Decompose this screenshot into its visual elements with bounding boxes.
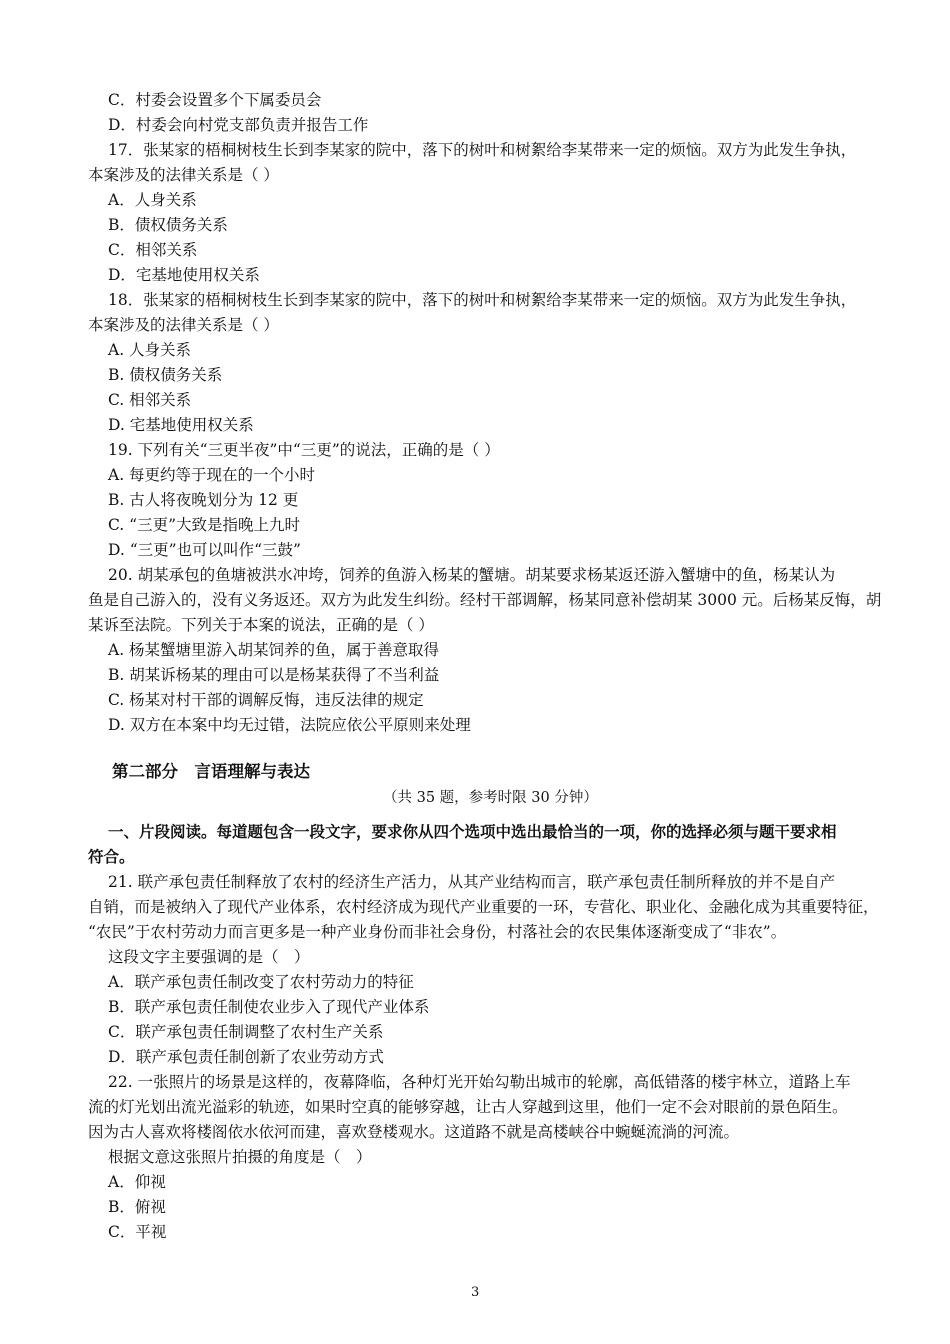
text-line: C．联产承包责任制调整了农村生产关系 — [108, 1023, 384, 1041]
text-line: C. “三更”大致是指晚上九时 — [108, 516, 301, 534]
text-line: 21. 联产承包责任制释放了农村的经济生产活力，从其产业结构而言，联产承包责任制所释放的并不是自产 — [108, 873, 836, 891]
text-line: A. 每更约等于现在的一个小时 — [108, 466, 316, 484]
text-line: A. 人身关系 — [108, 341, 192, 359]
text-line: B．俯视 — [108, 1198, 166, 1216]
text-line: A．人身关系 — [108, 191, 197, 209]
text-line: 22. 一张照片的场景是这样的，夜幕降临，各种灯光开始勾勒出城市的轮廓，高低错落的楼宇林立，道路上车 — [108, 1073, 851, 1091]
text-line: 19. 下列有关“三更半夜”中“三更”的说法，正确的是（ ） — [108, 441, 500, 459]
text-line: 自销，而是被纳入了现代产业体系，农村经济成为现代产业重要的一环，专营化、职业化、金融化成为其重要特征， — [88, 898, 879, 916]
text-line: （共 35 题，参考时限 30 分钟） — [383, 790, 598, 806]
text-line: 流的灯光划出流光溢彩的轨迹，如果时空真的能够穿越，让古人穿越到这里，他们一定不会对眼前的景色陌生。 — [88, 1098, 848, 1116]
text-line: C．平视 — [108, 1223, 167, 1241]
text-line: 根据文意这张照片拍摄的角度是（ ） — [108, 1148, 372, 1166]
text-line: 这段文字主要强调的是（ ） — [108, 948, 310, 966]
text-line: A．联产承包责任制改变了农村劳动力的特征 — [108, 973, 414, 991]
text-line: B. 古人将夜晚划分为 12 更 — [108, 491, 299, 509]
text-line: D．宅基地使用权关系 — [108, 266, 260, 284]
text-line: D. “三更”也可以叫作“三鼓” — [108, 541, 301, 559]
text-line: 本案涉及的法律关系是（ ） — [88, 166, 279, 184]
text-line: “农民”于农村劳动力而言更多是一种产业身份而非社会身份，村落社会的农民集体逐渐变成了“非农”。 — [88, 923, 787, 941]
text-line: A．仰视 — [108, 1173, 166, 1191]
page-number: 3 — [471, 1285, 480, 1300]
text-line: 18．张某家的梧桐树枝生长到李某家的院中，落下的树叶和树絮给李某带来一定的烦恼。双方为此发生争执， — [108, 291, 857, 309]
text-line: 因为古人喜欢将楼阁依水依河而建，喜欢登楼观水。这道路不就是高楼峡谷中蜿蜒流淌的河流。 — [88, 1123, 740, 1141]
text-line: 鱼是自己游入的，没有义务返还。双方为此发生纠纷。经村干部调解，杨某同意补偿胡某 3000 元。后杨某反悔，胡 — [88, 591, 882, 609]
text-line: B. 债权债务关系 — [108, 366, 223, 384]
text-line: B. 胡某诉杨某的理由可以是杨某获得了不当利益 — [108, 666, 440, 684]
text-line: 符合。 — [88, 847, 135, 866]
text-line: D. 双方在本案中均无过错，法院应依公平原则来处理 — [108, 716, 471, 734]
text-line: C．村委会设置多个下属委员会 — [108, 91, 322, 109]
text-line: D．村委会向村党支部负责并报告工作 — [108, 116, 369, 134]
text-line: D．联产承包责任制创新了农业劳动方式 — [108, 1048, 384, 1066]
text-line: C. 杨某对村干部的调解反悔，违反法律的规定 — [108, 691, 424, 709]
text-line: 一、片段阅读。每道题包含一段文字，要求你从四个选项中选出最恰当的一项，你的选择必须与题干要求相 — [108, 822, 837, 841]
text-line: 某诉至法院。下列关于本案的说法，正确的是（ ） — [88, 616, 434, 634]
text-line: C. 相邻关系 — [108, 391, 192, 409]
text-line: 第二部分 言语理解与表达 — [112, 762, 310, 781]
text-line: 20. 胡某承包的鱼塘被洪水冲垮，饲养的鱼游入杨某的蟹塘。胡某要求杨某返还游入蟹塘中的鱼，杨某认为 — [108, 566, 836, 584]
text-line: A. 杨某蟹塘里游入胡某饲养的鱼，属于善意取得 — [108, 641, 440, 659]
text-line: C．相邻关系 — [108, 241, 198, 259]
text-line: 本案涉及的法律关系是（ ） — [88, 316, 279, 334]
text-line: B．联产承包责任制使农业步入了现代产业体系 — [108, 998, 430, 1016]
text-line: 17．张某家的梧桐树枝生长到李某家的院中，落下的树叶和树絮给李某带来一定的烦恼。双方为此发生争执， — [108, 141, 857, 159]
text-line: B．债权债务关系 — [108, 216, 228, 234]
text-line: D. 宅基地使用权关系 — [108, 416, 254, 434]
